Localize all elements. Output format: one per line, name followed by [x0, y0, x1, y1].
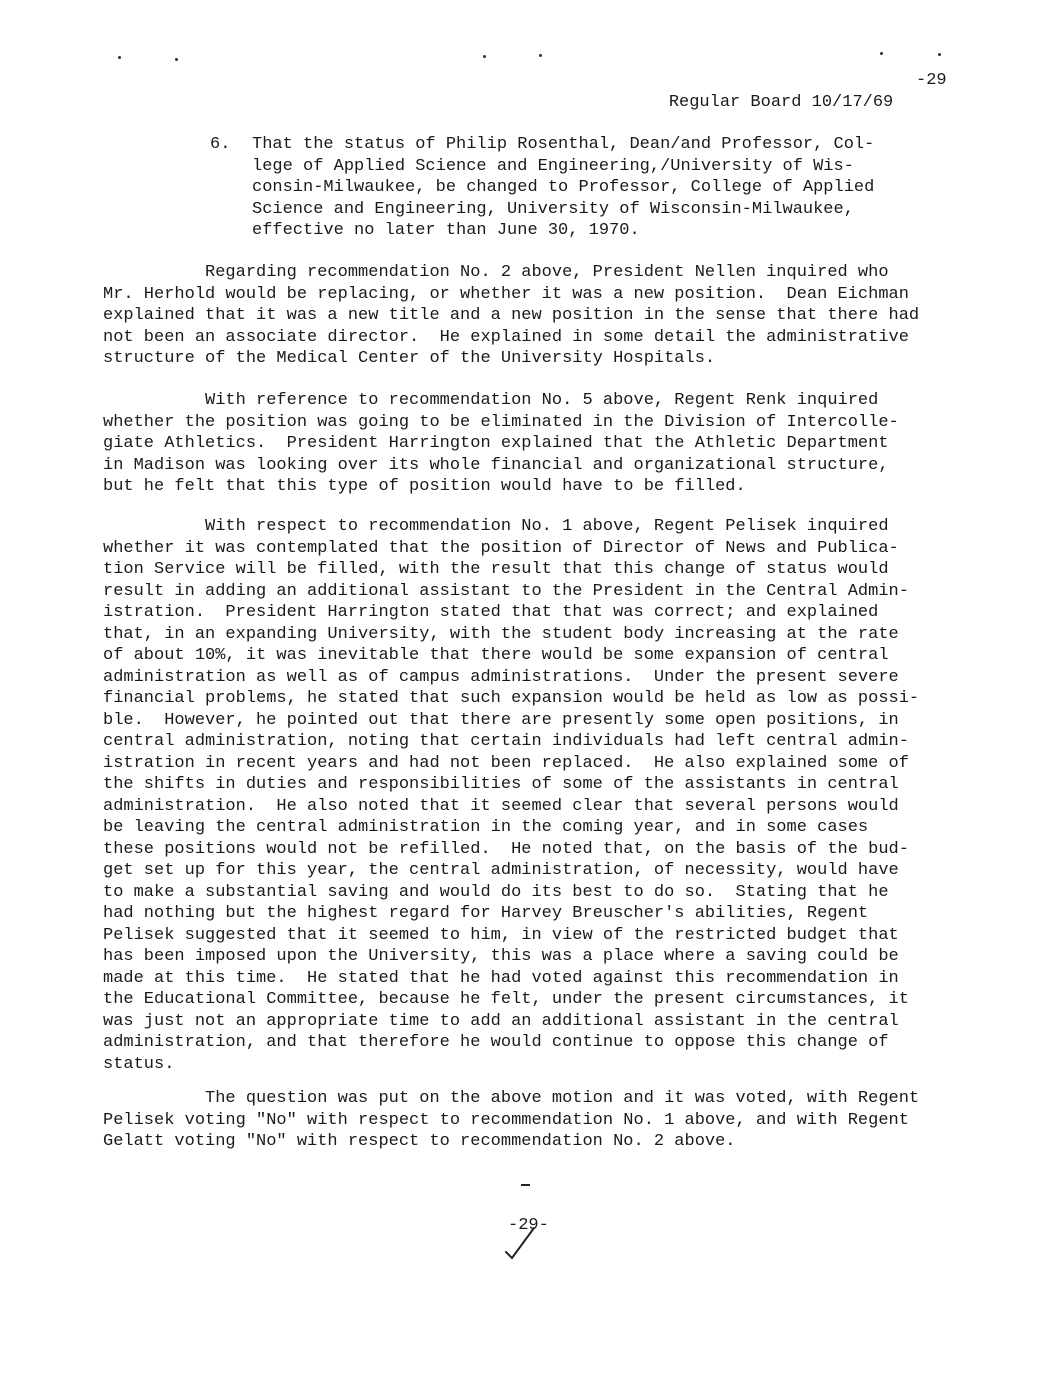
paragraph-line: that, in an expanding University, with the student body increasing at the rate [103, 624, 899, 644]
paragraph-line: of about 10%, it was inevitable that there would be some expansion of central [103, 646, 889, 665]
item-line: lege of Applied Science and Engineering,/University of Wis- [252, 156, 854, 176]
paragraph-line: administration, and that therefore he would continue to oppose this change of [103, 1033, 889, 1052]
paragraph-line: The question was put on the above motion and it was voted, with Regent [103, 1089, 920, 1108]
paragraph-line: With respect to recommendation No. 1 above, Regent Pelisek inquired [103, 517, 889, 536]
paragraph-line: tion Service will be filled, with the result that this change of status would [103, 560, 889, 579]
paragraph-line: these positions would not be refilled. He noted that, on the basis of the bud- [103, 839, 909, 859]
paragraph-line: istration in recent years and had not been replaced. He also explained some of [103, 753, 909, 773]
item-marker: 6. [210, 135, 231, 154]
item-line: consin-Milwaukee, be changed to Professor, College of Applied [252, 178, 875, 197]
paragraph-line: in Madison was looking over its whole financial and organizational structure, [103, 455, 889, 475]
footer-page-mark: -29- [508, 1216, 549, 1235]
paragraph-line: the shifts in duties and responsibilities of some of the assistants in central [103, 775, 899, 794]
paragraph-line: get set up for this year, the central administration, of necessity, would have [103, 861, 899, 880]
paragraph-line: was just not an appropriate time to add an additional assistant in the central [103, 1011, 899, 1031]
paragraph-recommendation-2 [103, 262, 963, 370]
paragraph-line: financial problems, he stated that such expansion would be held as low as possi- [103, 689, 920, 708]
footer-dash [521, 1184, 530, 1186]
paragraph-line: istration. President Harrington stated that that was correct; and explained [103, 603, 879, 622]
paragraph-line: structure of the Medical Center of the University Hospitals. [103, 349, 716, 368]
paragraph-line: but he felt that this type of position would have to be filled. [103, 477, 746, 496]
paragraph-line: central administration, noting that certain individuals had left central admin- [103, 732, 909, 751]
paragraph-line: ble. However, he pointed out that there are presently some open positions, in [103, 710, 899, 730]
paragraph-line: to make a substantial saving and would do its best to do so. Stating that he [103, 882, 889, 902]
header-page-number: -29 [916, 71, 947, 90]
item-line: effective no later than June 30, 1970. [252, 221, 640, 240]
paragraph-line: status. [103, 1054, 175, 1074]
paragraph-line: Pelisek voting "No" with respect to recommendation No. 1 above, and with Regent [103, 1110, 909, 1130]
paragraph-line: With reference to recommendation No. 5 above, Regent Renk inquired [103, 391, 879, 410]
scan-artifacts [0, 46, 1051, 66]
paragraph-line: be leaving the central administration in the coming year, and in some cases [103, 818, 869, 837]
paragraph-line: Gelatt voting "No" with respect to recommendation No. 2 above. [103, 1132, 736, 1151]
paragraph-line: the Educational Committee, because he felt, under the present circumstances, it [103, 990, 909, 1009]
paragraph-vote-result [103, 1088, 963, 1153]
paragraph-line: whether it was contemplated that the position of Director of News and Publica- [103, 538, 899, 558]
header-title: Regular Board 10/17/69 [668, 93, 894, 112]
paragraph-line: administration as well as of campus administrations. Under the present severe [103, 667, 899, 687]
paragraph-line: Mr. Herhold would be replacing, or whether it was a new position. Dean Eichman [103, 284, 909, 304]
paragraph-line: result in adding an additional assistant to the President in the Central Admin- [103, 581, 909, 601]
paragraph-line: Pelisek suggested that it seemed to him, in view of the restricted budget that [103, 925, 899, 945]
item-line: That the status of Philip Rosenthal, Dean/and Professor, Col- [252, 135, 875, 154]
handwritten-check-mark [500, 1222, 550, 1262]
paragraph-line: has been imposed upon the University, this was a place where a saving could be [103, 947, 899, 966]
paragraph-recommendation-1 [103, 516, 963, 1075]
paragraph-line: giate Athletics. President Harrington explained that the Athletic Department [103, 434, 889, 453]
recommendation-item-6 [210, 134, 940, 242]
paragraph-line: Regarding recommendation No. 2 above, President Nellen inquired who [103, 263, 889, 282]
paragraph-line: administration. He also noted that it seemed clear that several persons would [103, 796, 899, 816]
paragraph-line: explained that it was a new title and a new position in the sense that there had [103, 306, 920, 325]
paragraph-line: had nothing but the highest regard for Harvey Breuscher's abilities, Regent [103, 904, 869, 923]
item-line: Science and Engineering, University of Wisconsin-Milwaukee, [252, 199, 854, 219]
paragraph-line: made at this time. He stated that he had voted against this recommendation in [103, 968, 899, 988]
paragraph-recommendation-5 [103, 390, 963, 498]
paragraph-line: whether the position was going to be eliminated in the Division of Intercolle- [103, 412, 899, 432]
paragraph-line: not been an associate director. He explained in some detail the administrative [103, 327, 909, 347]
